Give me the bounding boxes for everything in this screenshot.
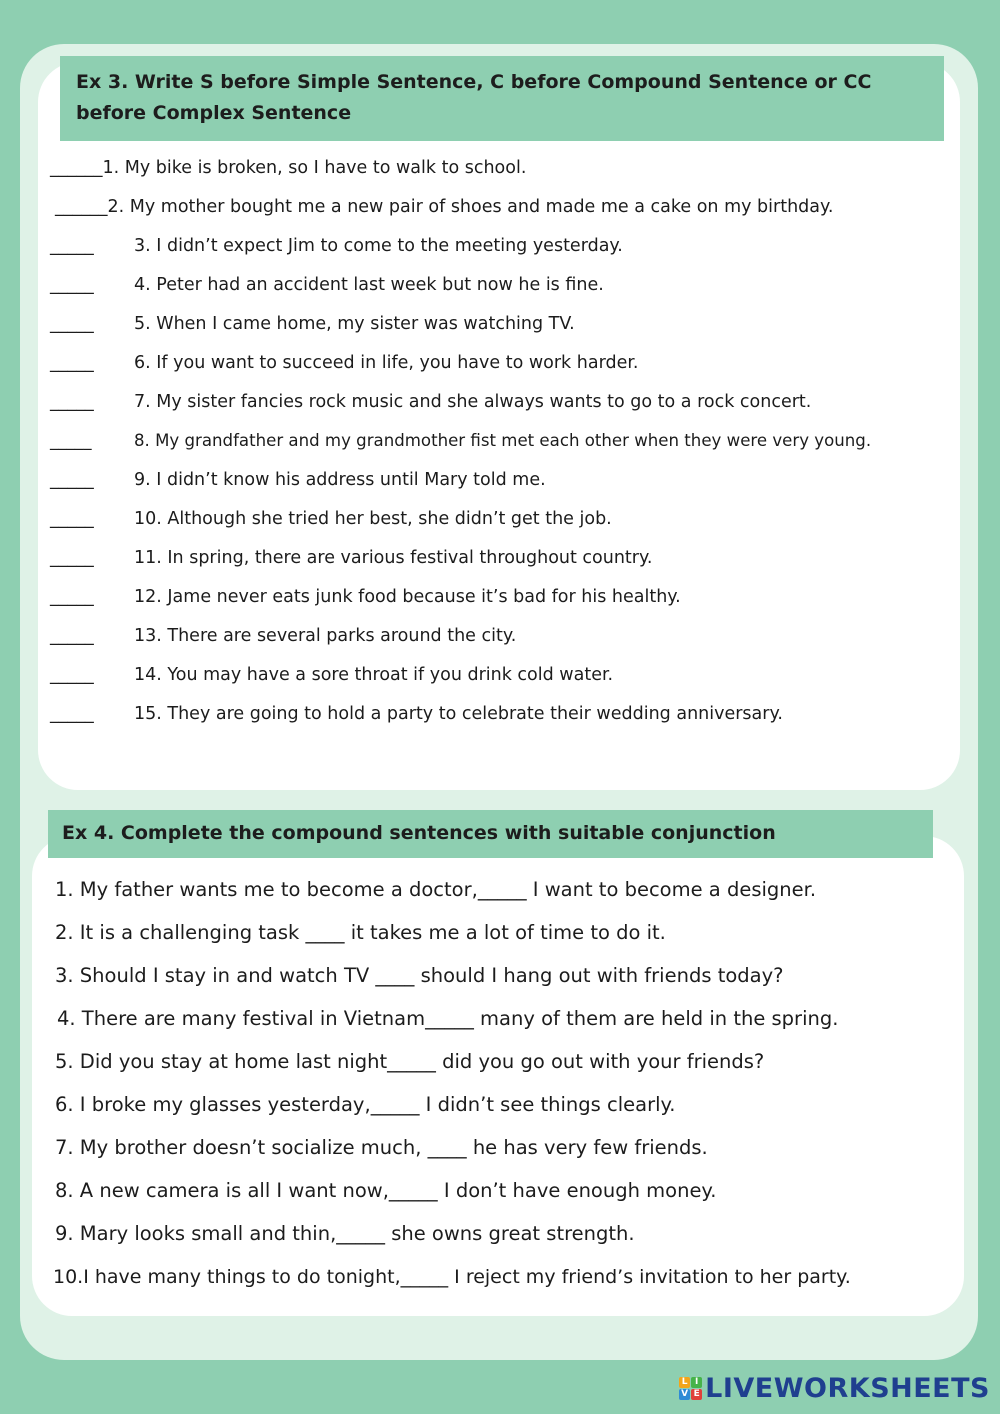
sentence-start: 5. Did you stay at home last night [55, 1050, 388, 1073]
answer-blank[interactable]: _____ [400, 1266, 449, 1288]
sentence-text: 4. Peter had an accident last week but now he is fine. [134, 275, 604, 295]
ex4-item [53, 1265, 851, 1289]
sentence-text: 2. My mother bought me a new pair of shoes and made me a cake on my birthday. [107, 197, 834, 217]
exercise-3-title: Ex 3. Write S before Simple Sentence, C before Compound Sentence or CC before Complex Sentence [60, 56, 944, 141]
ex3-item [50, 274, 604, 296]
sentence-text: 9. I didn’t know his address until Mary told me. [134, 470, 546, 490]
sentence-start: 1. My father wants me to become a doctor, [55, 878, 478, 901]
sentence-start: 4. There are many festival in Vietnam [57, 1007, 426, 1030]
logo-letter: E [691, 1389, 702, 1400]
sentence-end: I want to become a designer. [526, 878, 817, 901]
ex3-item [50, 313, 575, 335]
sentence-text: 7. My sister fancies rock music and she always wants to go to a rock concert. [134, 392, 812, 412]
ex3-item [50, 664, 613, 686]
sentence-text: 13. There are several parks around the city. [134, 626, 517, 646]
answer-blank[interactable]: ____ [375, 964, 415, 987]
sentence-end: did you go out with your friends? [435, 1050, 765, 1073]
sentence-end: I didn’t see things clearly. [419, 1093, 676, 1116]
ex3-item [55, 196, 833, 218]
ex3-item [50, 157, 526, 179]
sentence-start: 7. My brother doesn’t socialize much, [55, 1136, 428, 1159]
answer-blank[interactable]: ____ [427, 1136, 467, 1159]
ex4-item [55, 1050, 764, 1074]
answer-blank[interactable]: _____ [50, 626, 94, 646]
ex3-item [50, 235, 623, 257]
sentence-end: should I hang out with friends today? [414, 964, 784, 987]
answer-blank[interactable]: _____ [50, 275, 94, 295]
answer-blank[interactable]: _____ [50, 353, 94, 373]
answer-blank[interactable]: _____ [336, 1222, 386, 1245]
answer-blank[interactable]: _____ [50, 509, 94, 529]
ex3-item [50, 469, 546, 491]
sentence-text: 8. My grandfather and my grandmother fist met each other when they were very young. [134, 431, 872, 450]
answer-blank[interactable]: _____ [370, 1093, 420, 1116]
answer-blank[interactable]: ______ [55, 197, 108, 217]
sentence-start: 6. I broke my glasses yesterday, [55, 1093, 371, 1116]
answer-blank[interactable]: _____ [50, 314, 94, 334]
ex4-item [55, 964, 784, 988]
ex3-item [50, 547, 652, 569]
sentence-start: 3. Should I stay in and watch TV [55, 964, 376, 987]
answer-blank[interactable]: _____ [387, 1050, 436, 1073]
sentence-text: 6. If you want to succeed in life, you have to work harder. [134, 353, 639, 373]
liveworksheets-logo [679, 1370, 990, 1406]
ex3-item [50, 586, 681, 608]
sentence-start: 10.I have many things to do tonight, [53, 1266, 401, 1288]
ex4-item [55, 1179, 716, 1203]
ex4-item [55, 1136, 708, 1160]
sentence-end: it takes me a lot of time to do it. [344, 921, 666, 944]
sentence-end: I reject my friend’s invitation to her party. [448, 1266, 851, 1288]
sentence-text: 3. I didn’t expect Jim to come to the meeting yesterday. [134, 236, 623, 256]
sentence-end: she owns great strength. [385, 1222, 635, 1245]
sentence-text: 10. Although she tried her best, she didn’t get the job. [134, 509, 612, 529]
ex4-item [55, 878, 816, 902]
logo-letter: V [679, 1389, 690, 1400]
answer-blank[interactable]: _____ [50, 236, 94, 256]
answer-blank[interactable]: _____ [50, 470, 94, 490]
ex3-item [50, 508, 612, 530]
answer-blank[interactable]: _____ [477, 878, 527, 901]
answer-blank[interactable]: _____ [50, 548, 94, 568]
logo-text: LIVEWORKSHEETS [705, 1372, 990, 1404]
logo-letter: I [691, 1377, 702, 1388]
answer-blank[interactable]: _____ [50, 665, 94, 685]
sentence-text: 5. When I came home, my sister was watching TV. [134, 314, 575, 334]
ex3-item [50, 352, 638, 374]
answer-blank[interactable]: _____ [388, 1179, 438, 1202]
ex3-item [50, 625, 516, 647]
logo-letter: L [679, 1377, 690, 1388]
answer-blank[interactable]: _____ [50, 587, 94, 607]
ex4-item [55, 1093, 676, 1117]
sentence-text: 14. You may have a sore throat if you drink cold water. [134, 665, 614, 685]
answer-blank[interactable]: ____ [305, 921, 345, 944]
ex3-item [50, 430, 871, 452]
ex3-item [50, 703, 783, 725]
sentence-start: 9. Mary looks small and thin, [55, 1222, 337, 1245]
ex4-item [55, 921, 666, 945]
exercise-4-title: Ex 4. Complete the compound sentences with suitable conjunction [48, 810, 933, 858]
answer-blank[interactable]: _____ [50, 704, 94, 724]
answer-blank[interactable]: _____ [425, 1007, 474, 1030]
sentence-text: 15. They are going to hold a party to celebrate their wedding anniversary. [134, 704, 783, 724]
sentence-end: he has very few friends. [466, 1136, 708, 1159]
sentence-text: 11. In spring, there are various festival throughout country. [134, 548, 653, 568]
logo-icon [679, 1377, 702, 1400]
sentence-text: 12. Jame never eats junk food because it’s bad for his healthy. [134, 587, 681, 607]
sentence-start: 8. A new camera is all I want now, [55, 1179, 389, 1202]
ex3-item [50, 391, 811, 413]
ex4-item [57, 1007, 838, 1031]
answer-blank[interactable]: _____ [50, 431, 92, 450]
ex4-item [55, 1222, 635, 1246]
answer-blank[interactable]: _____ [50, 392, 94, 412]
sentence-end: I don’t have enough money. [437, 1179, 717, 1202]
sentence-start: 2. It is a challenging task [55, 921, 306, 944]
sentence-text: 1. My bike is broken, so I have to walk to school. [102, 158, 527, 178]
sentence-end: many of them are held in the spring. [473, 1007, 839, 1030]
answer-blank[interactable]: ______ [50, 158, 103, 178]
